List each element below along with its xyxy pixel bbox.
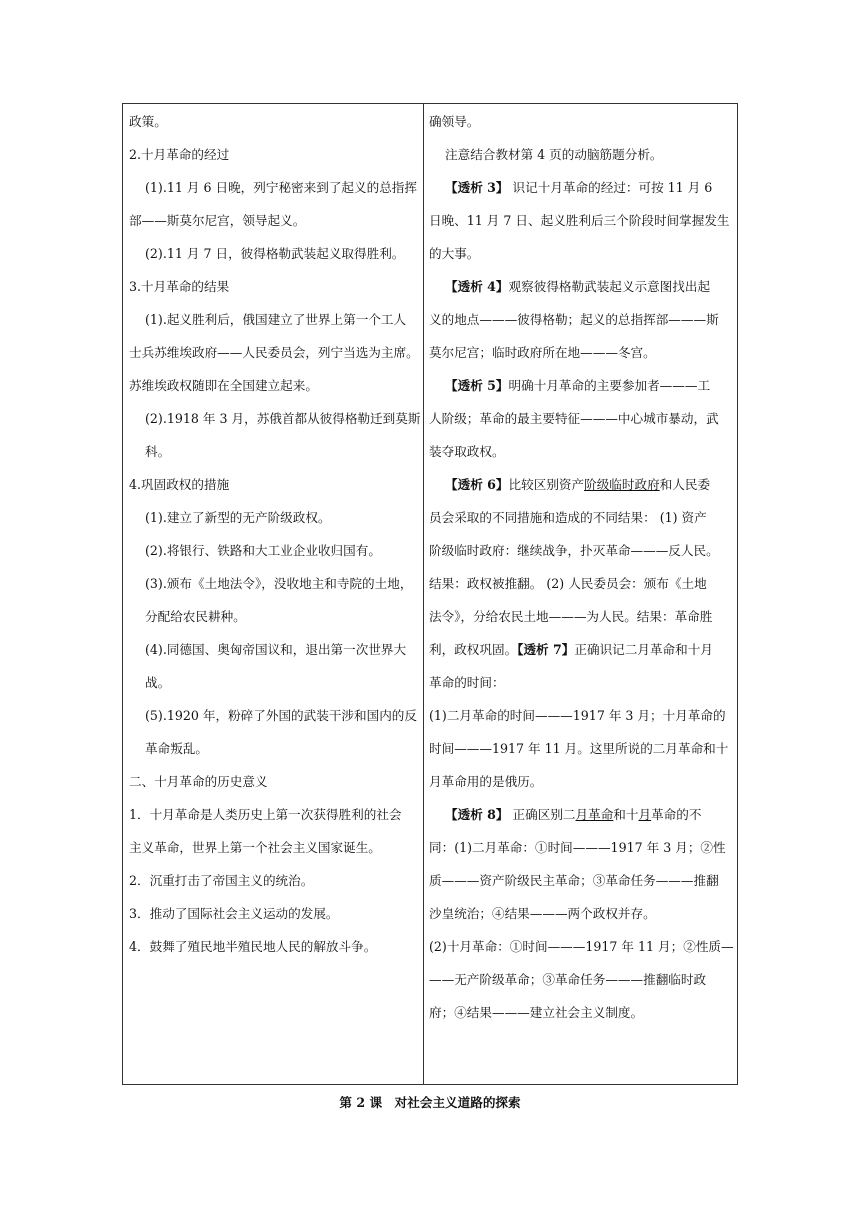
text-line: (2)十月革命：①时间———1917 年 11 月；②性质— bbox=[429, 939, 734, 954]
analysis-line bbox=[429, 475, 733, 494]
lesson-title: 第 2 课 对社会主义道路的探索 bbox=[339, 1095, 521, 1110]
text-line: 注意结合教材第 4 页的动脑筋题分析。 bbox=[445, 147, 663, 162]
analysis-text: 明确十月革命的主要参加者———工 bbox=[508, 378, 711, 393]
underlined-text: 月 bbox=[638, 807, 652, 822]
analysis-text: 比较区别资产 bbox=[508, 477, 585, 492]
text-line: 莫尔尼宫；临时政府所在地———冬宫。 bbox=[429, 345, 656, 360]
analysis-text: 识记十月革命的经过：可按 11 月 6 bbox=[508, 180, 713, 195]
text-line: 阶级临时政府：继续战争，扑灭革命———反人民。 bbox=[429, 543, 719, 558]
text-line: 分配给农民耕种。 bbox=[145, 609, 246, 624]
analysis-text: 革命的不 bbox=[651, 807, 702, 822]
text-line: (1).11 月 6 日晚，列宁秘密来到了起义的总指挥 bbox=[145, 180, 417, 195]
text-line: 2．沉重打击了帝国主义的统治。 bbox=[129, 873, 314, 888]
analysis-tag: 【透析 3】 bbox=[445, 180, 509, 195]
analysis-line bbox=[429, 376, 733, 395]
section-heading: 二、十月革命的历史意义 bbox=[129, 774, 268, 789]
analysis-tag: 【透析 6】 bbox=[445, 477, 509, 492]
text-line: 结果：政权被推翻。 (2) 人民委员会：颁布《土地 bbox=[429, 576, 707, 591]
analysis-text: 利，政权巩固。 bbox=[429, 642, 518, 657]
text-line: 员会采取的不同措施和造成的不同结果： (1) 资产 bbox=[429, 510, 707, 525]
analysis-text: 观察彼得格勒武装起义示意图找出起 bbox=[508, 279, 711, 294]
analysis-tag: 【透析 8】 bbox=[445, 807, 509, 822]
text-line: 义的地点———彼得格勒；起义的总指挥部———斯 bbox=[429, 312, 719, 327]
text-line: 4．鼓舞了殖民地半殖民地人民的解放斗争。 bbox=[129, 939, 377, 954]
content-table bbox=[122, 103, 738, 1085]
analysis-text: 和十 bbox=[613, 807, 639, 822]
text-line: 苏维埃政权随即在全国建立起来。 bbox=[129, 378, 318, 393]
analysis-line bbox=[429, 805, 733, 824]
text-line: 人阶级；革命的最主要特征———中心城市暴动，武 bbox=[429, 411, 719, 426]
section-heading: 4.巩固政权的措施 bbox=[129, 477, 230, 492]
text-line: (1).建立了新型的无产阶级政权。 bbox=[145, 510, 331, 525]
section-heading: 3.十月革命的结果 bbox=[129, 279, 230, 294]
analysis-line bbox=[429, 640, 733, 659]
text-line: 战。 bbox=[145, 675, 171, 690]
text-line: 士兵苏维埃政府——人民委员会，列宁当选为主席。 bbox=[129, 345, 419, 360]
text-line: 部——斯莫尔尼宫，领导起义。 bbox=[129, 213, 306, 228]
right-column bbox=[429, 112, 733, 1022]
text-line: 日晚、11 月 7 日、起义胜利后三个阶段时间掌握发生 bbox=[429, 213, 730, 228]
text-line: ——无产阶级革命；③革命任务———推翻临时政 bbox=[429, 972, 707, 987]
analysis-tag: 【透析 7】 bbox=[517, 642, 575, 657]
analysis-line bbox=[429, 277, 733, 296]
analysis-text: 和人民委 bbox=[659, 477, 711, 492]
left-column bbox=[129, 112, 421, 956]
text-line: (2).将银行、铁路和大工业企业收归国有。 bbox=[145, 543, 381, 558]
text-line: 府；④结果———建立社会主义制度。 bbox=[429, 1005, 644, 1020]
text-line: 3．推动了国际社会主义运动的发展。 bbox=[129, 906, 339, 921]
text-line: 政策。 bbox=[129, 114, 167, 129]
text-line: (4).同德国、奥匈帝国议和，退出第一次世界大 bbox=[145, 642, 407, 657]
column-divider bbox=[423, 104, 424, 1084]
text-line: 装夺取政权。 bbox=[429, 444, 505, 459]
text-line: 确领导。 bbox=[429, 114, 480, 129]
section-heading: 2.十月革命的经过 bbox=[129, 147, 230, 162]
text-line: 时间———1917 年 11 月。这里所说的二月革命和十 bbox=[429, 741, 729, 756]
text-line: 沙皇统治；④结果———两个政权并存。 bbox=[429, 906, 656, 921]
text-line: 革命的时间： bbox=[429, 675, 505, 690]
text-line: (2).11 月 7 日，彼得格勒武装起义取得胜利。 bbox=[145, 246, 405, 261]
text-line: 法令》，分给农民土地———为人民。结果：革命胜 bbox=[429, 609, 713, 624]
underlined-text: 月革命 bbox=[575, 807, 614, 822]
text-line: 1．十月革命是人类历史上第一次获得胜利的社会 bbox=[129, 807, 402, 822]
text-line: 月革命用的是俄历。 bbox=[429, 774, 543, 789]
text-line: 主义革命，世界上第一个社会主义国家诞生。 bbox=[129, 840, 381, 855]
text-line: (2).1918 年 3 月，苏俄首都从彼得格勒迁到莫斯 bbox=[145, 411, 421, 426]
text-line: (1).起义胜利后，俄国建立了世界上第一个工人 bbox=[145, 312, 407, 327]
text-line: 质———资产阶级民主革命；③革命任务———推翻 bbox=[429, 873, 719, 888]
text-line: (5).1920 年，粉碎了外国的武装干涉和国内的反 bbox=[145, 708, 417, 723]
text-line: (3).颁布《土地法令》，没收地主和寺院的土地， bbox=[145, 576, 413, 591]
text-line: (1)二月革命的时间———1917 年 3 月；十月革命的 bbox=[429, 708, 726, 723]
analysis-tag: 【透析 4】 bbox=[445, 279, 509, 294]
text-line: 的大事。 bbox=[429, 246, 480, 261]
analysis-text: 正确识记二月革命和十月 bbox=[574, 642, 713, 657]
text-line: 革命叛乱。 bbox=[145, 741, 208, 756]
analysis-text: 正确区别二 bbox=[508, 807, 576, 822]
text-line: 同：(1)二月革命：①时间———1917 年 3 月；②性 bbox=[429, 840, 726, 855]
analysis-line bbox=[429, 178, 733, 197]
analysis-tag: 【透析 5】 bbox=[445, 378, 509, 393]
text-line: 科。 bbox=[145, 444, 171, 459]
underlined-text: 阶级临时政府 bbox=[584, 477, 660, 492]
